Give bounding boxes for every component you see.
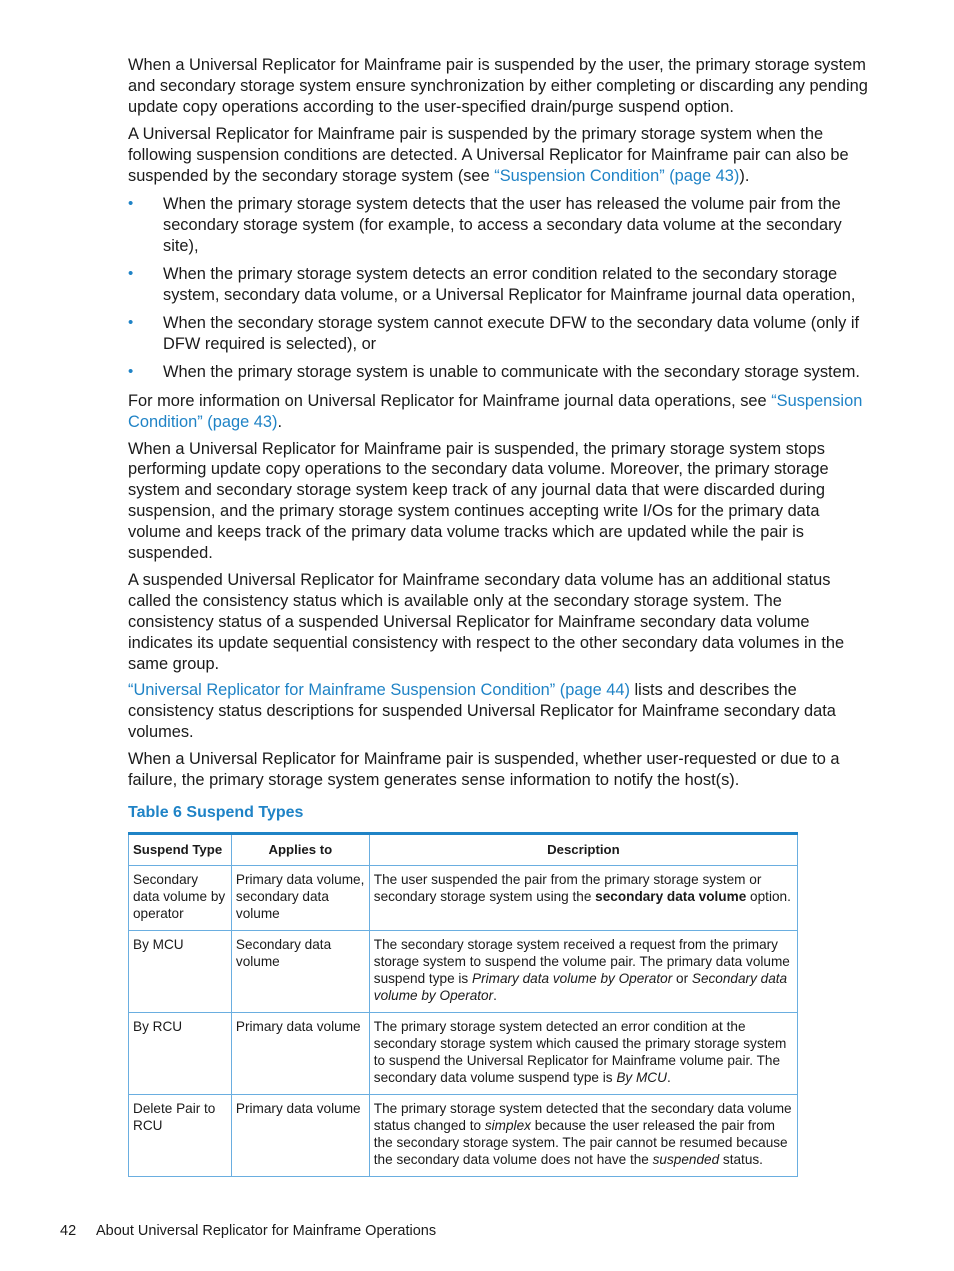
description-text: status. [719,1152,763,1167]
cell-suspend-type: By MCU [129,931,232,1013]
list-item [128,194,868,257]
bullet-icon: • [128,313,134,331]
column-header-applies-to: Applies to [231,834,369,866]
cell-suspend-type: Secondary data volume by operator [129,866,232,931]
paragraph-stop-update: When a Universal Replicator for Mainframe pair is suspended, the primary storage system stops performing update copy operations to the secondary data volume. Moreover, the primary storage system and secondary storage system keep track of any journal data that were discarded during suspension, and the primary storage system continues accepting write I/Os for the primary data volume and keeps track of the primary data volume tracks which are updated while the pair is suspended. [128,439,829,563]
column-header-description: Description [369,834,797,866]
description-text: . [666,1070,671,1085]
suspension-condition-link[interactable]: “Suspension Condition” (page 43) [494,166,740,185]
cell-description [369,1013,797,1095]
description-italic: Primary data volume by Operator [472,971,673,986]
list-item-text: When the primary storage system detects that the user has released the volume pair from the secondary storage system (for example, to access a secondary data volume at the secondary site), [163,195,842,256]
description-italic: simplex [484,1118,531,1133]
description-text: . [493,988,497,1003]
cell-description [369,931,797,1013]
cell-applies-to: Primary data volume [231,1095,369,1177]
list-item [128,313,868,355]
list-item [128,264,868,306]
cell-description [369,866,797,931]
description-text: The primary storage system detected that the secondary data volume status changed to [373,1101,792,1133]
suspension-condition-table-link[interactable]: “Universal Replicator for Mainframe Suspension Condition” (page 44) [128,681,630,700]
page-content [128,55,868,1177]
cell-applies-to: Primary data volume, secondary data volume [231,866,369,931]
paragraph-text: . [277,412,282,431]
paragraph-text: For more information on Universal Replicator for Mainframe journal data operations, see [128,391,772,410]
table-row [129,1013,798,1095]
footer-section-title: About Universal Replicator for Mainframe Operations [96,1223,437,1239]
description-text: because the user released the pair from the secondary storage system. The pair cannot be resumed because the secondary data volume does not have the [373,1118,788,1167]
table-row [129,866,798,931]
page-number: 42 [60,1223,77,1239]
list-item [128,362,868,383]
description-text: option. [746,889,791,904]
list-item-text: When the secondary storage system cannot execute DFW to the secondary data volume (only if DFW required is selected), or [163,313,860,353]
cell-applies-to: Primary data volume [231,1013,369,1095]
cell-suspend-type: Delete Pair to RCU [129,1095,232,1177]
cell-suspend-type: By RCU [129,1013,232,1095]
list-item-text: When the primary storage system detects an error condition related to the secondary storage system, secondary data volume, or a Universal Replicator for Mainframe journal data operation, [163,265,856,305]
bullet-icon: • [128,362,134,380]
suspension-condition-link[interactable]: “Suspension Condition” (page 43) [128,391,863,431]
description-italic: Secondary data volume by Operator [373,971,788,1003]
bullet-icon: • [128,195,134,213]
description-text: The primary storage system detected an error condition at the secondary storage system which caused the primary storage system to suspend the Universal Replicator for Mainframe volume pair. The secondary data volume suspend type is [373,1019,787,1085]
suspend-types-table [128,832,798,1177]
cell-description [369,1095,797,1177]
paragraph-user-suspend: When a Universal Replicator for Mainframe pair is suspended by the user, the primary storage system and secondary storage system ensure synchronization by either completing or discarding any pending update copy operations according to the user-specified drain/purge suspend option. [128,56,868,116]
paragraph-more-info [128,391,868,433]
bullet-icon: • [128,265,134,283]
column-header-suspend-type: Suspend Type [129,834,232,866]
table-header-row [129,834,798,866]
page-footer [60,1222,436,1240]
paragraph-text: ). [739,166,750,185]
description-bold: secondary data volume [595,889,747,904]
table-title: Table 6 Suspend Types [128,804,304,821]
paragraph-consistency-status: A suspended Universal Replicator for Mainframe secondary data volume has an additional status called the consistency status which is available only at the secondary storage system. The consistency status of a suspended Universal Replicator for Mainframe secondary data volume indicates its update sequential consistency with respect to the other secondary data volumes in the same group. [128,570,845,673]
table-row [129,1095,798,1177]
paragraph-sense-info: When a Universal Replicator for Mainframe pair is suspended, whether user-requested or due to a failure, the primary storage system generates sense information to notify the host(s). [128,750,840,790]
description-text: or [672,971,692,986]
list-item-text: When the primary storage system is unable to communicate with the secondary storage system. [163,362,860,381]
paragraph-consistency-table-ref [128,680,868,743]
cell-applies-to: Secondary data volume [231,931,369,1013]
paragraph-suspension-conditions [128,124,868,187]
paragraph-text: A Universal Replicator for Mainframe pair is suspended by the primary storage system when the following suspension conditions are detected. A Universal Replicator for Mainframe pair can also be suspended by the secondary storage system (see [128,124,849,185]
table-row [129,931,798,1013]
description-italic: By MCU [616,1070,667,1085]
suspension-conditions-list [128,194,868,382]
description-text: The user suspended the pair from the primary storage system or secondary storage system using the [373,872,762,904]
description-italic: suspended [652,1152,720,1167]
description-text: The secondary storage system received a request from the primary storage system to suspend the volume pair. The primary data volume suspend type is [373,937,790,986]
paragraph-text: lists and describes the consistency status descriptions for suspended Universal Replicator for Mainframe secondary data volumes. [128,681,836,742]
